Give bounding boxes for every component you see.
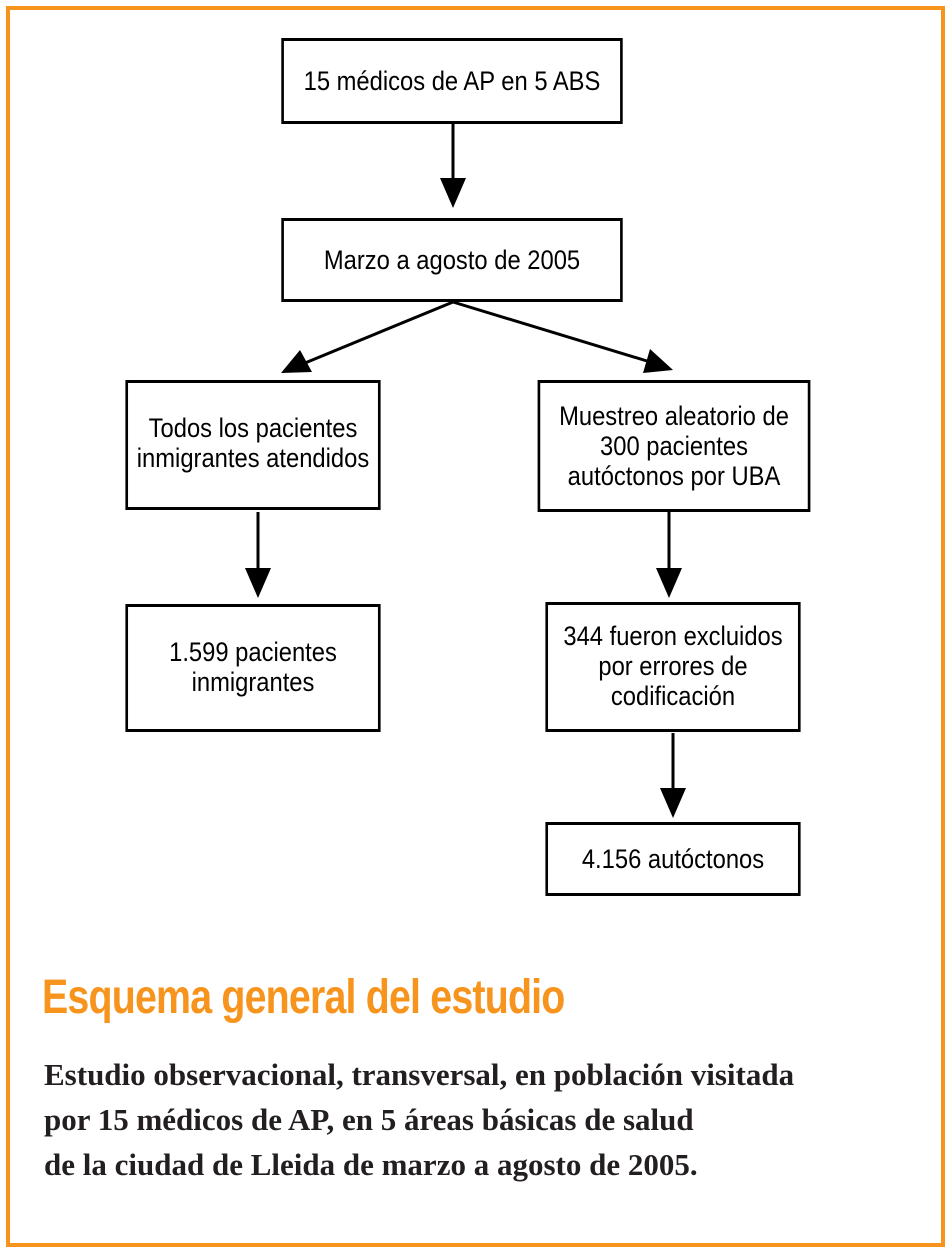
box-doctors-text: 15 médicos de AP en 5 ABS xyxy=(303,66,601,96)
figure-title: Esquema general del estudio xyxy=(42,971,565,1024)
box-immigrants-count xyxy=(125,604,380,732)
arrowhead-doctors-to-period xyxy=(440,178,466,208)
box-period-text: Marzo a agosto de 2005 xyxy=(323,245,581,275)
arrowhead-period-to-sampling xyxy=(643,349,673,373)
box-excluded xyxy=(545,602,800,732)
box-natives-count xyxy=(545,822,800,896)
arrow-period-to-sampling xyxy=(453,302,647,361)
box-sampling xyxy=(538,380,811,512)
box-sampling-text: Muestreo aleatorio de 300 pacientes autóctonos por UBA xyxy=(559,401,789,491)
arrow-period-to-immigrants xyxy=(305,302,453,363)
arrowhead-sampling-to-excluded xyxy=(656,568,682,598)
caption-line-1: Estudio observacional, transversal, en población visitada xyxy=(44,1057,795,1092)
arrowhead-immigrants-to-count xyxy=(245,568,271,598)
box-excluded-text: 344 fueron excluidos por errores de codificación xyxy=(563,621,783,711)
box-doctors xyxy=(281,38,622,124)
caption-line-3: de la ciudad de Lleida de marzo a agosto de 2005. xyxy=(44,1147,698,1182)
box-immigrants-count-text: 1.599 pacientes inmigrantes xyxy=(169,637,337,697)
arrowhead-excluded-to-natives xyxy=(660,788,686,818)
figure-caption xyxy=(44,1052,924,1187)
box-natives-count-text: 4.156 autóctonos xyxy=(581,844,765,874)
box-period xyxy=(281,218,622,302)
box-immigrants-all xyxy=(125,380,380,510)
caption-line-2: por 15 médicos de AP, en 5 áreas básicas de salud xyxy=(44,1102,694,1137)
box-immigrants-all-text: Todos los pacientes inmigrantes atendidos xyxy=(136,413,370,473)
